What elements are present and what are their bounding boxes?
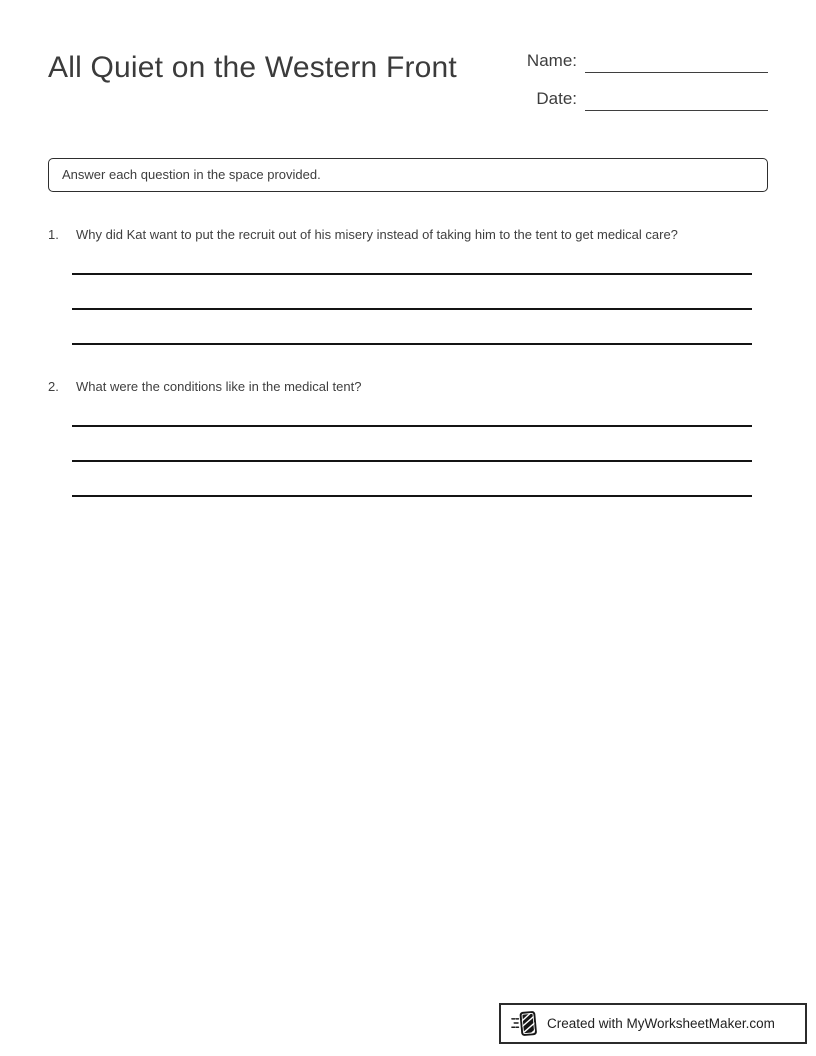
answer-blank-line xyxy=(72,310,752,345)
answer-blank-line xyxy=(72,396,752,427)
name-blank-line xyxy=(585,51,768,73)
instructions-text: Answer each question in the space provided. xyxy=(62,167,321,182)
question-2-row xyxy=(48,377,768,396)
answer-blank-line xyxy=(72,462,752,497)
question-1-text: Why did Kat want to put the recruit out of his misery instead of taking him to the tent to get medical care? xyxy=(76,227,678,242)
question-1-row xyxy=(48,225,768,244)
name-date-block xyxy=(527,48,768,111)
maker-credit-badge[interactable] xyxy=(499,1003,807,1044)
instructions-box xyxy=(48,158,768,192)
question-1-answer-area xyxy=(72,244,752,345)
worksheet-page xyxy=(0,0,816,497)
question-list xyxy=(48,225,768,497)
name-row xyxy=(527,51,768,73)
date-label: Date: xyxy=(536,89,577,108)
page-title: All Quiet on the Western Front xyxy=(48,51,457,84)
answer-blank-line xyxy=(72,275,752,310)
date-row xyxy=(527,89,768,111)
question-1 xyxy=(48,225,768,345)
question-2 xyxy=(48,377,768,497)
answer-blank-line xyxy=(72,244,752,275)
question-2-text: What were the conditions like in the medical tent? xyxy=(76,379,362,394)
question-2-number: 2. xyxy=(48,379,59,394)
name-label: Name: xyxy=(526,51,577,70)
question-2-answer-area xyxy=(72,396,752,497)
maker-credit-text[interactable]: Created with MyWorksheetMaker.com xyxy=(547,1016,775,1031)
question-1-number: 1. xyxy=(48,227,59,242)
header xyxy=(48,48,768,111)
date-blank-line xyxy=(585,89,768,111)
answer-blank-line xyxy=(72,427,752,462)
worksheet-maker-logo-icon xyxy=(511,1010,539,1037)
